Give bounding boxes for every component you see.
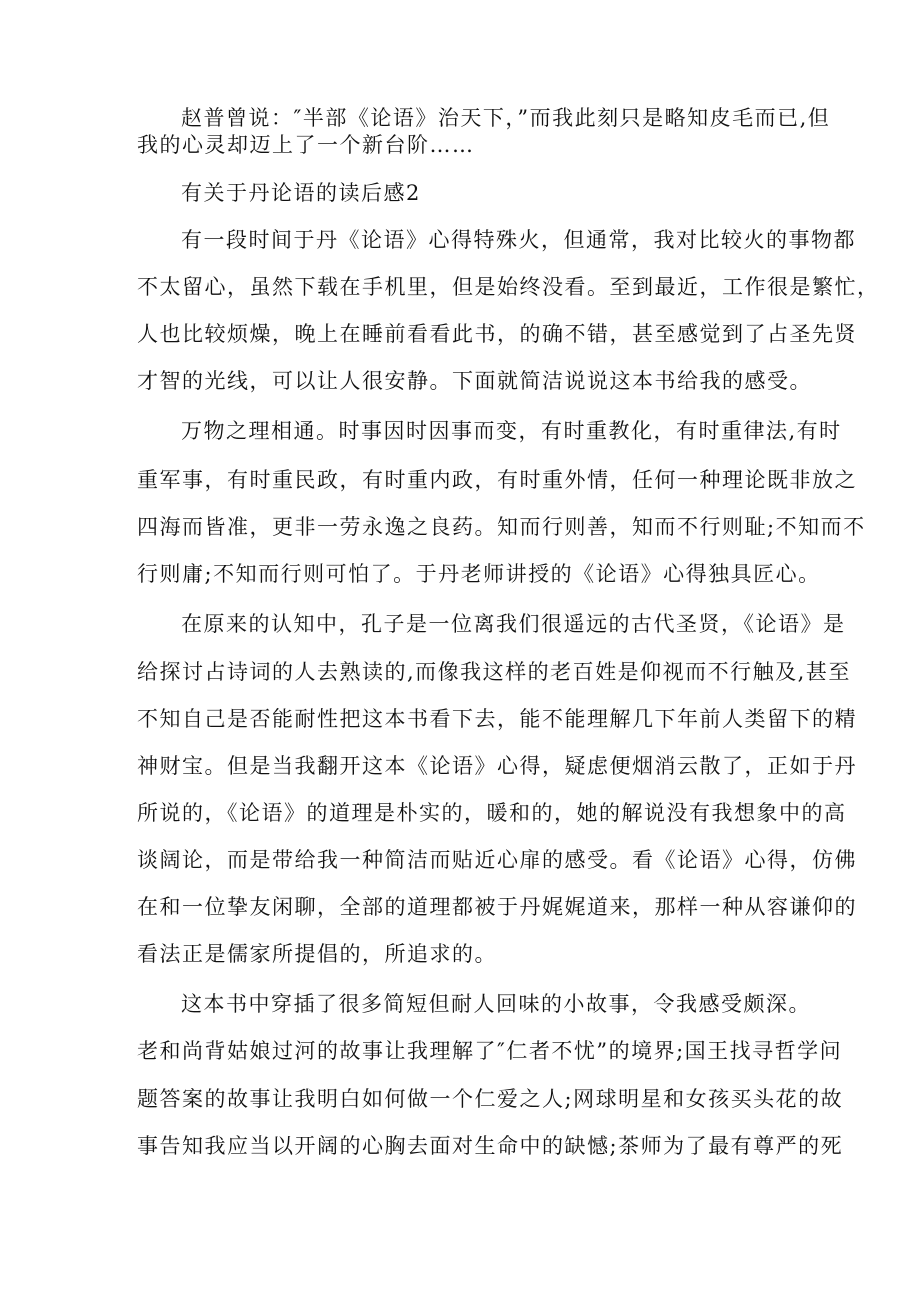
text-line: 所说的，《论语》的道理是朴实的，暖和的，她的解说没有我想象中的高 — [137, 801, 847, 825]
text-line: 这本书中穿插了很多简短但耐人回味的小故事，令我感受颇深。 — [181, 992, 811, 1016]
text-line: 神财宝。但是当我翻开这本《论语》心得，疑虑便烟消云散了，正如于丹 — [137, 754, 857, 778]
text-line: 人也比较烦燥，晚上在睡前看看此书，的确不错，甚至感觉到了占圣先贤 — [137, 322, 857, 346]
text-line: 我的心灵却迈上了一个新台阶…… — [137, 133, 475, 157]
text-line: 不太留心，虽然下载在手机里，但是始终没看。至到最近，工作很是繁忙， — [137, 275, 880, 299]
text-line: 老和尚背姑娘过河的故事让我理解了″仁者不忧”的境界;国王找寻哲学问 — [137, 1039, 843, 1063]
text-line: 赵普曾说：″半部《论语》治天下，”而我此刻只是略知皮毛而已,但 — [181, 106, 831, 130]
text-line: 才智的光线，可以让人很安静。下面就简洁说说这本书给我的感受。 — [137, 369, 812, 393]
text-line: 给探讨占诗词的人去熟读的,而像我这样的老百姓是仰视而不行触及,甚至 — [137, 660, 851, 684]
text-line: 事告知我应当以开阔的心胸去面对生命中的缺憾;茶师为了最有尊严的死 — [137, 1134, 844, 1158]
text-line: 在和一位挚友闲聊，全部的道理都被于丹娓娓道来，那样一种从容谦仰的 — [137, 895, 857, 919]
text-line: 万物之理相通。时事因时因事而变，有时重教化，有时重律法,有时 — [181, 419, 842, 443]
text-line: 看法正是儒家所提倡的，所追求的。 — [137, 942, 497, 966]
section-heading: 有关于丹论语的读后感2 — [181, 181, 421, 205]
text-line: 行则庸;不知而行则可怕了。于丹老师讲授的《论语》心得独具匠心。 — [137, 562, 821, 586]
text-line: 在原来的认知中，孔子是一位离我们很遥远的古代圣贤，《论语》是 — [181, 612, 846, 636]
text-line: 谈阔论，而是带给我一种简洁而贴近心扉的感受。看《论语》心得，仿佛 — [137, 848, 857, 872]
text-line: 四海而皆准，更非一劳永逸之良药。知而行则善，知而不行则耻;不知而不 — [137, 515, 866, 539]
text-line: 重军事，有时重民政，有时重内政，有时重外情，任何一种理论既非放之 — [137, 468, 857, 492]
text-line: 不知自己是否能耐性把这本书看下去，能不能理解几下年前人类留下的精 — [137, 707, 857, 731]
text-line: 有一段时间于丹《论语》心得特殊火，但通常，我对比较火的事物都 — [181, 228, 856, 252]
text-line: 题答案的故事让我明白如何做一个仁爱之人;网球明星和女孩买头花的故 — [137, 1087, 844, 1111]
